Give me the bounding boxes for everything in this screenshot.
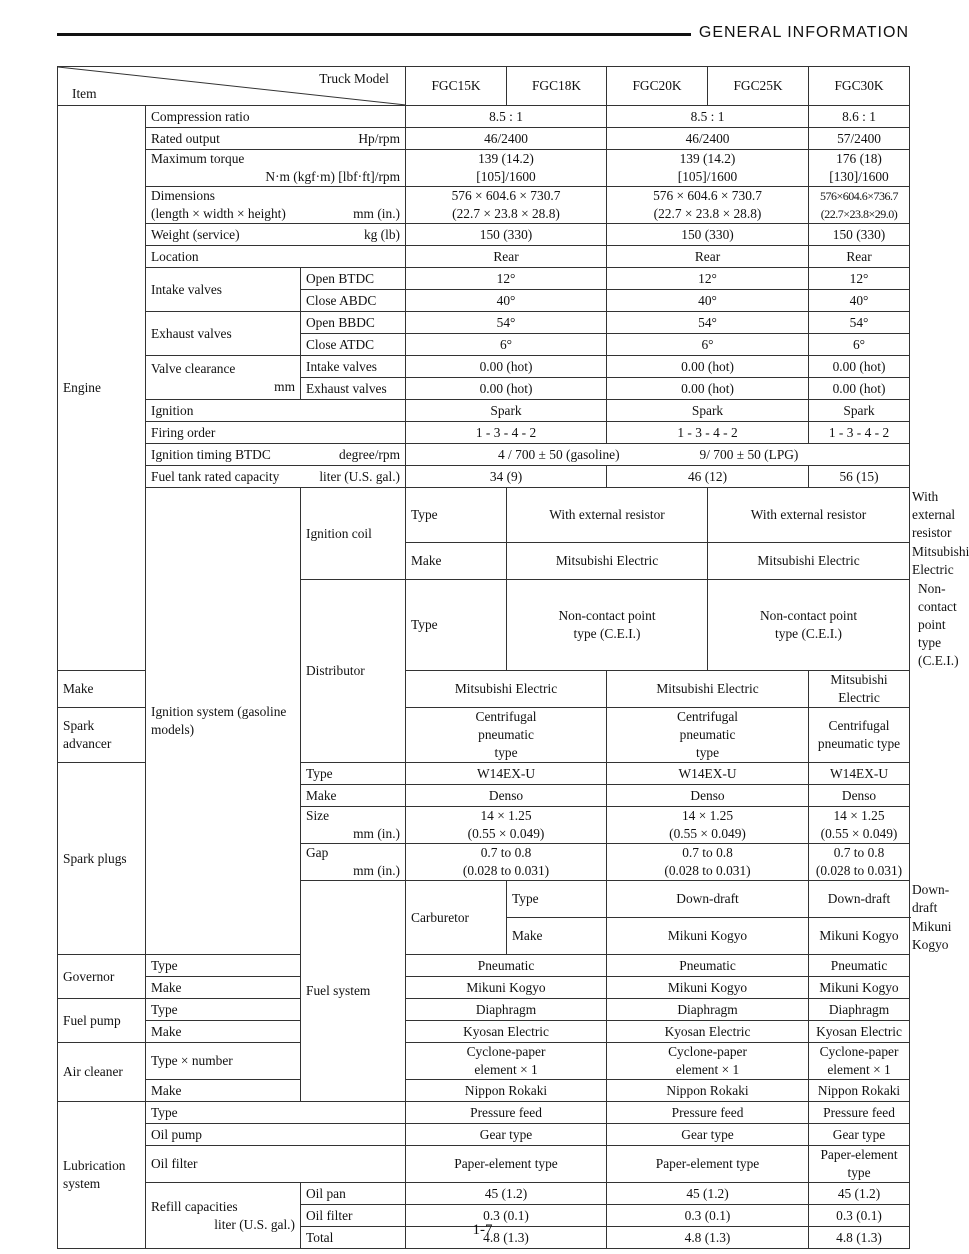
value-line: 0.7 to 0.8 <box>480 845 532 860</box>
value-line: (0.028 to 0.031) <box>815 863 903 878</box>
cell-value: Pressure feed <box>607 1102 809 1124</box>
value-line: 0.7 to 0.8 <box>682 845 733 860</box>
cell-value: 0.3 (0.1) <box>406 1205 607 1227</box>
table-row <box>58 128 910 150</box>
model-header: FGC30K <box>809 67 910 106</box>
cell-value: Paper-element type <box>406 1146 607 1183</box>
cell-value: Non-contact point type (C.E.I.) <box>507 580 708 671</box>
sub-label: Spark advancer <box>58 708 146 763</box>
table-row <box>58 999 910 1021</box>
sub-label: Type <box>507 881 607 918</box>
value-line: Cyclone-paper <box>668 1044 747 1059</box>
unit-label: mm <box>274 378 295 394</box>
cell-value: Denso <box>809 785 910 807</box>
model-header: FGC25K <box>708 67 809 106</box>
cell-value: Nippon Rokaki <box>809 1080 910 1102</box>
cell-value: 40° <box>607 290 809 312</box>
cell-value: 0.00 (hot) <box>809 356 910 378</box>
sub-label: Total <box>301 1227 406 1249</box>
cell-value: Mikuni Kogyo <box>406 977 607 999</box>
cell-value: With external resistor <box>708 488 910 543</box>
cell-value: 54° <box>607 312 809 334</box>
value-line: 0.7 to 0.8 <box>833 845 885 860</box>
cell-value: 40° <box>809 290 910 312</box>
value-line: 14 × 1.25 <box>480 808 532 823</box>
cell-value-merged <box>406 444 910 466</box>
row-label-text: Dimensions <box>151 188 215 203</box>
row-label-text: Fuel tank rated capacity <box>151 468 280 484</box>
table-row <box>58 1146 910 1183</box>
sub-label: Make <box>146 977 301 999</box>
cell-value: Mitsubishi Electric <box>607 671 809 708</box>
unit-label: liter (U.S. gal.) <box>214 1216 295 1232</box>
item-label: Item <box>72 86 97 101</box>
unit-label: mm (in.) <box>353 826 401 841</box>
cell-value <box>607 187 809 224</box>
cell-value <box>406 807 607 844</box>
unit-label: Hp/rpm <box>358 130 401 146</box>
unit-label: N·m (kgf·m) [lbf·ft]/rpm <box>265 169 401 184</box>
cell-value: 0.00 (hot) <box>607 356 809 378</box>
header-corner-cell <box>58 67 406 106</box>
sub-label: Close ABDC <box>301 290 406 312</box>
group-ignition: Ignition system (gasoline models) <box>146 488 301 955</box>
group-lubrication: Lubrication system <box>58 1102 146 1249</box>
cell-value: Mitsubishi Electric <box>507 543 708 580</box>
cell-value: Mitsubishi Electric <box>809 671 910 708</box>
cell-value: W14EX-U <box>607 763 809 785</box>
table-row <box>58 444 910 466</box>
sub-label: Type <box>406 580 507 671</box>
sub-label: Type <box>301 763 406 785</box>
row-label: Location <box>146 246 406 268</box>
cell-value: Centrifugal pneumatic type <box>406 708 607 763</box>
value-line: element × 1 <box>827 1062 891 1077</box>
cell-value: Mitsubishi Electric <box>708 543 910 580</box>
cell-value: Mikuni Kogyo <box>809 977 910 999</box>
cell-value: 8.6 : 1 <box>809 106 910 128</box>
cell-value: 8.5 : 1 <box>406 106 607 128</box>
cell-value: 54° <box>809 312 910 334</box>
cell-value: Gear type <box>406 1124 607 1146</box>
cell-value: Pneumatic <box>607 955 809 977</box>
row-label: Ignition coil <box>301 488 406 580</box>
cell-value: 1 - 3 - 4 - 2 <box>607 422 809 444</box>
cell-value <box>809 187 910 224</box>
table-row: Ignition system (gasoline models) Ignition coil Type With external resistor With external resistor With external resistor <box>58 488 910 543</box>
value-line: Cyclone-paper <box>466 1044 546 1059</box>
sub-label: Intake valves <box>301 356 406 378</box>
sub-label: Make <box>301 785 406 807</box>
value-line: 576 × 604.6 × 730.7 <box>451 188 561 203</box>
cell-value: Non-contact point type (C.E.I.) <box>708 580 910 671</box>
value-line: (0.028 to 0.031) <box>462 863 550 878</box>
cell-value: 0.00 (hot) <box>809 378 910 400</box>
cell-value: Kyosan Electric <box>809 1021 910 1043</box>
row-label: Intake valves <box>146 268 301 312</box>
row-label: Ignition <box>146 400 406 422</box>
row-label-text <box>151 205 400 223</box>
header-rule <box>57 33 691 36</box>
table-row <box>58 1183 910 1205</box>
sub-label: Exhaust valves <box>301 378 406 400</box>
value-line: (0.55 × 0.049) <box>820 826 898 841</box>
cell-value <box>809 807 910 844</box>
sub-label: Make <box>146 1080 301 1102</box>
table-row <box>58 466 910 488</box>
sub-label: Oil filter <box>301 1205 406 1227</box>
table-row: Make Mitsubishi Electric Mitsubishi Electric Mitsubishi Electric <box>58 543 910 580</box>
unit-label: mm (in.) <box>353 863 401 878</box>
sub-label-text: Gap <box>306 845 329 860</box>
row-label-text: Refill capacities <box>151 1198 238 1214</box>
sub-label: Close ATDC <box>301 334 406 356</box>
cell-value <box>809 844 910 881</box>
unit-label: mm (in.) <box>353 206 401 221</box>
unit-label: degree/rpm <box>339 446 401 462</box>
cell-value: 150 (330) <box>809 224 910 246</box>
table-row <box>58 1021 910 1043</box>
cell-value: 0.3 (0.1) <box>607 1205 809 1227</box>
cell-value: 1 - 3 - 4 - 2 <box>406 422 607 444</box>
cell-value: Kyosan Electric <box>406 1021 607 1043</box>
model-header: FGC18K <box>507 67 607 106</box>
row-label: Air cleaner <box>58 1043 146 1102</box>
cell-value: Paper-element type <box>809 1146 910 1183</box>
value-line: (0.55 × 0.049) <box>467 826 545 841</box>
cell-value <box>406 187 607 224</box>
table-row <box>58 106 910 128</box>
value-line: element × 1 <box>675 1062 740 1077</box>
cell-value: 4.8 (1.3) <box>406 1227 607 1249</box>
row-label: Compression ratio <box>146 106 406 128</box>
row-label-text: Weight (service) <box>151 226 240 242</box>
cell-value: 4.8 (1.3) <box>607 1227 809 1249</box>
cell-value: 150 (330) <box>406 224 607 246</box>
timing-gasoline: 4 / 700 ± 50 (gasoline) <box>498 446 620 462</box>
row-label-text: Maximum torque <box>151 151 245 166</box>
cell-value: 45 (1.2) <box>607 1183 809 1205</box>
cell-value: With external resistor <box>507 488 708 543</box>
page-number: 1-7 <box>472 1222 493 1238</box>
cell-value: Mitsubishi Electric <box>406 671 607 708</box>
row-label: Oil pump <box>146 1124 406 1146</box>
cell-value: Mikuni Kogyo <box>607 918 809 955</box>
cell-value: Rear <box>809 246 910 268</box>
cell-value: Pneumatic <box>809 955 910 977</box>
cell-value: 12° <box>406 268 607 290</box>
model-header: FGC15K <box>406 67 507 106</box>
row-label: Carburetor <box>406 881 507 955</box>
row-label: Fuel pump <box>58 999 146 1043</box>
row-label <box>146 224 406 246</box>
cell-value: Diaphragm <box>607 999 809 1021</box>
row-label: Governor <box>58 955 146 999</box>
cell-value <box>406 844 607 881</box>
cell-value: 0.00 (hot) <box>406 378 607 400</box>
cell-value: Pneumatic <box>406 955 607 977</box>
specifications-table <box>57 66 969 1249</box>
table-row <box>58 356 910 378</box>
value-line: 176 (18) <box>836 151 882 166</box>
unit-label: liter (U.S. gal.) <box>319 468 401 484</box>
value-line: [105]/1600 <box>476 169 536 184</box>
row-label: Distributor <box>301 580 406 763</box>
table-row <box>58 150 910 187</box>
cell-value: 45 (1.2) <box>809 1183 910 1205</box>
row-label <box>146 128 406 150</box>
cell-value: 0.00 (hot) <box>607 378 809 400</box>
cell-value: 12° <box>607 268 809 290</box>
cell-value: Gear type <box>809 1124 910 1146</box>
row-label-sub: (length × width × height) <box>151 206 286 221</box>
value-line: (22.7×23.8×29.0) <box>820 207 898 221</box>
cell-value: Spark <box>406 400 607 422</box>
sub-label <box>301 807 406 844</box>
cell-value: Nippon Rokaki <box>406 1080 607 1102</box>
table-row <box>58 1080 910 1102</box>
sub-label: Open BBDC <box>301 312 406 334</box>
table-row <box>58 422 910 444</box>
value-line: Cyclone-paper <box>819 1044 899 1059</box>
cell-value: Denso <box>406 785 607 807</box>
timing-lpg: 9/ 700 ± 50 (LPG) <box>699 446 799 462</box>
cell-value <box>809 150 910 187</box>
cell-value: 56 (15) <box>809 466 910 488</box>
truck-model-label: Truck Model <box>319 71 390 86</box>
row-label-text: Valve clearance <box>151 360 236 376</box>
row-label: Firing order <box>146 422 406 444</box>
section-title: GENERAL INFORMATION <box>698 24 909 41</box>
cell-value: 34 (9) <box>406 466 607 488</box>
value-line: [130]/1600 <box>829 169 889 184</box>
cell-value: 45 (1.2) <box>406 1183 607 1205</box>
cell-value <box>607 150 809 187</box>
model-header: FGC20K <box>607 67 708 106</box>
cell-value: Mikuni Kogyo <box>809 918 910 955</box>
cell-value: 46 (12) <box>607 466 809 488</box>
cell-value: 6° <box>809 334 910 356</box>
table-row <box>58 955 910 977</box>
table-header-row <box>58 67 910 106</box>
table-row <box>58 400 910 422</box>
cell-value: Down-draft <box>607 881 809 918</box>
value-line: 14 × 1.25 <box>681 808 734 823</box>
cell-value: 40° <box>406 290 607 312</box>
cell-value: Rear <box>406 246 607 268</box>
row-label: Spark plugs <box>58 763 146 955</box>
value-line: [105]/1600 <box>677 169 738 184</box>
table-row: Distributor Type Non-contact point type (C.E.I.) Non-contact point type (C.E.I.) Non-contact point type (C.E.I.) <box>58 580 910 671</box>
row-label: Exhaust valves <box>146 312 301 356</box>
sub-label: Type <box>146 955 301 977</box>
cell-value: 4.8 (1.3) <box>809 1227 910 1249</box>
value-line: element × 1 <box>474 1062 538 1077</box>
cell-value: 54° <box>406 312 607 334</box>
cell-value: Mikuni Kogyo <box>607 977 809 999</box>
cell-value <box>406 1043 607 1080</box>
row-label-text: Ignition timing BTDC <box>151 446 271 462</box>
cell-value: 1 - 3 - 4 - 2 <box>809 422 910 444</box>
cell-value: Gear type <box>607 1124 809 1146</box>
value-line: 139 (14.2) <box>679 151 736 166</box>
sub-label: Make <box>146 1021 301 1043</box>
sub-label: Type × number <box>146 1043 301 1080</box>
unit-label: kg (lb) <box>363 226 401 242</box>
value-line: 139 (14.2) <box>478 151 534 166</box>
cell-value: 8.5 : 1 <box>607 106 809 128</box>
cell-value: Spark <box>809 400 910 422</box>
sub-label: Make <box>58 671 146 708</box>
cell-value: 0.00 (hot) <box>406 356 607 378</box>
cell-value: Centrifugal pneumatic type <box>809 708 910 763</box>
table-row <box>58 246 910 268</box>
row-label <box>146 466 406 488</box>
cell-value: Denso <box>607 785 809 807</box>
sub-label: Oil pan <box>301 1183 406 1205</box>
sub-label: Make <box>507 918 607 955</box>
cell-value: Spark <box>607 400 809 422</box>
sub-label: Make <box>406 543 507 580</box>
cell-value: 46/2400 <box>406 128 607 150</box>
cell-value <box>607 807 809 844</box>
table-row: Fuel system Carburetor Type Down-draft Down-draft Down-draft <box>58 881 910 918</box>
row-label-text: Rated output <box>151 130 220 146</box>
value-line: (0.028 to 0.031) <box>664 863 751 878</box>
row-label: Oil filter <box>146 1146 406 1183</box>
cell-value: Paper-element type <box>607 1146 809 1183</box>
cell-value: Diaphragm <box>809 999 910 1021</box>
sub-label: Type <box>406 488 507 543</box>
table-row <box>58 268 910 290</box>
cell-value <box>809 1043 910 1080</box>
sub-label <box>301 844 406 881</box>
table-row <box>58 224 910 246</box>
cell-value: 6° <box>607 334 809 356</box>
sub-label: Type <box>146 999 301 1021</box>
value-line: 576 × 604.6 × 730.7 <box>653 188 762 203</box>
group-fuel: Fuel system <box>301 881 406 1102</box>
table-row <box>58 1102 910 1124</box>
cell-value: Pressure feed <box>406 1102 607 1124</box>
cell-value: Diaphragm <box>406 999 607 1021</box>
cell-value <box>406 150 607 187</box>
cell-value: 6° <box>406 334 607 356</box>
table-row <box>58 1043 910 1080</box>
cell-value: 150 (330) <box>607 224 809 246</box>
value-line: 576×604.6×736.7 <box>819 189 899 203</box>
table-row <box>58 1124 910 1146</box>
value-line: (22.7 × 23.8 × 28.8) <box>452 206 560 221</box>
table-row <box>58 977 910 999</box>
cell-value <box>607 844 809 881</box>
cell-value: 0.3 (0.1) <box>809 1205 910 1227</box>
cell-value: Centrifugal pneumatic type <box>607 708 809 763</box>
sub-label-text: Size <box>306 808 330 823</box>
table-row: Make Mikuni Kogyo Mikuni Kogyo Mikuni Kogyo <box>58 918 910 955</box>
value-line: (22.7 × 23.8 × 28.8) <box>653 206 762 221</box>
sub-label: Open BTDC <box>301 268 406 290</box>
cell-value: Pressure feed <box>809 1102 910 1124</box>
row-label <box>146 356 301 400</box>
row-label <box>146 150 406 187</box>
row-label <box>146 444 406 466</box>
cell-value: Kyosan Electric <box>607 1021 809 1043</box>
table-row <box>58 312 910 334</box>
cell-value: Down-draft <box>809 881 910 918</box>
cell-value <box>607 1043 809 1080</box>
cell-value: Nippon Rokaki <box>607 1080 809 1102</box>
table-row <box>58 187 910 224</box>
cell-value: 57/2400 <box>809 128 910 150</box>
value-line: 14 × 1.25 <box>833 808 885 823</box>
row-label: Type <box>146 1102 406 1124</box>
cell-value: W14EX-U <box>809 763 910 785</box>
cell-value: 46/2400 <box>607 128 809 150</box>
cell-value: 12° <box>809 268 910 290</box>
value-line: (0.55 × 0.049) <box>669 826 746 841</box>
cell-value: W14EX-U <box>406 763 607 785</box>
group-engine: Engine <box>58 106 146 671</box>
row-label <box>146 187 406 224</box>
cell-value: Rear <box>607 246 809 268</box>
